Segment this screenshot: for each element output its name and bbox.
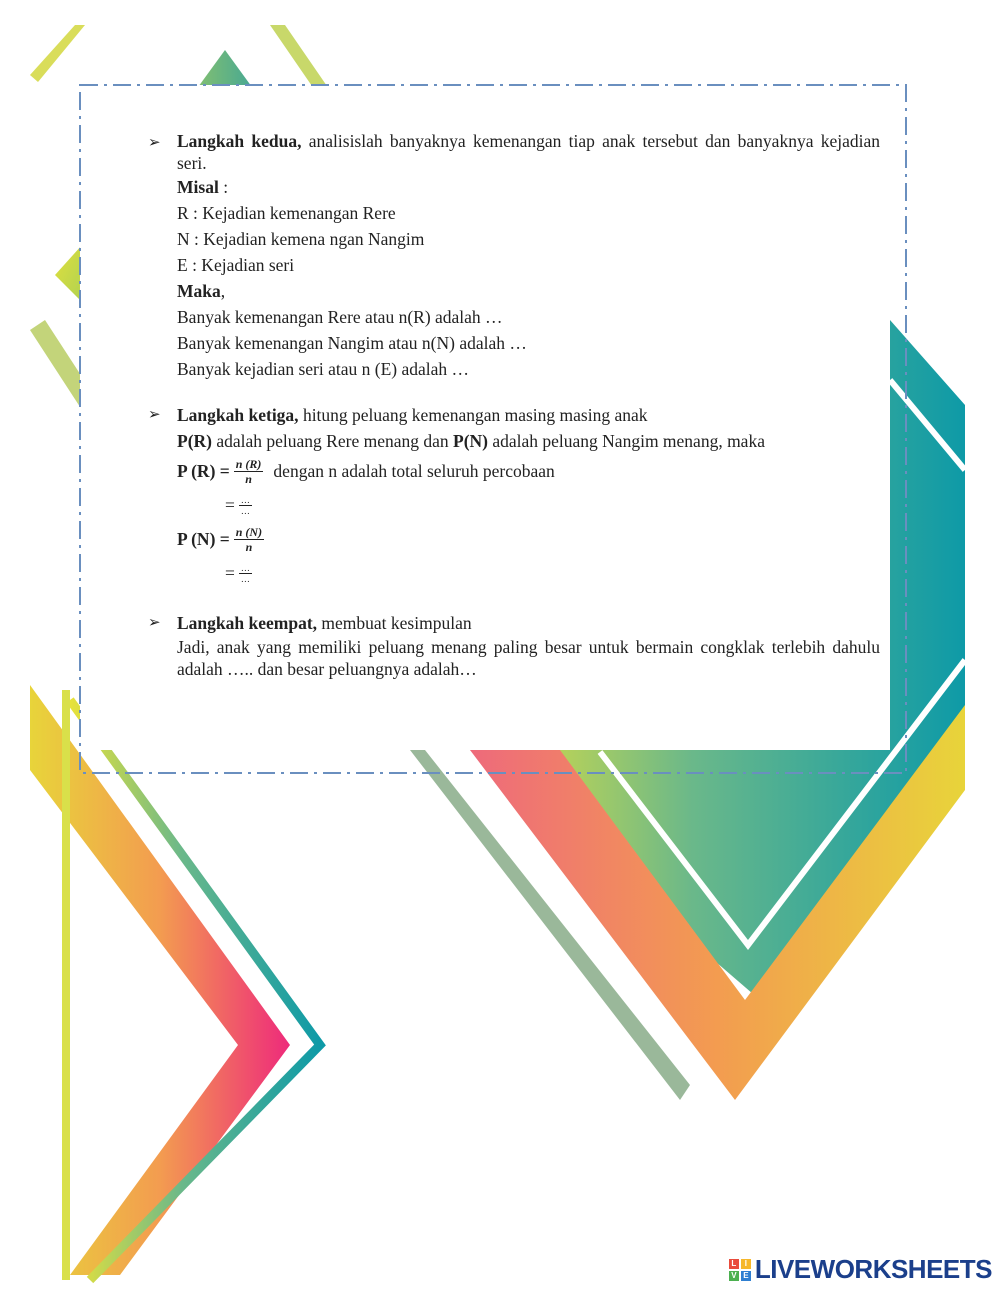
step-kedua-title: Langkah kedua, bbox=[177, 131, 302, 151]
eq-pr-lhs: P (R) = bbox=[177, 461, 230, 481]
misal-label: Misal bbox=[177, 177, 219, 197]
definition-r: R : Kejadian kemenangan Rere bbox=[177, 203, 396, 223]
decor-stripe bbox=[30, 25, 85, 82]
step-ketiga-title: Langkah ketiga, bbox=[177, 405, 299, 425]
step-keempat-intro bbox=[177, 610, 880, 636]
fraction-pn bbox=[234, 525, 264, 554]
pr-label: P(R) bbox=[177, 431, 212, 451]
fraction-pr bbox=[234, 457, 264, 486]
step-kedua-text: analisislah banyaknya kemenangan tiap anak tersebut dan banyaknya kejadian seri. bbox=[177, 131, 880, 173]
misal-colon: : bbox=[218, 177, 229, 197]
arrow-bullet-icon: ➢ bbox=[148, 615, 161, 631]
decor-teal-stroke bbox=[70, 700, 320, 1280]
definition-e: E : Kejadian seri bbox=[177, 255, 295, 275]
blank-fraction-pr[interactable] bbox=[239, 495, 252, 516]
fraction-pr-denominator: n bbox=[245, 471, 252, 486]
pn-text: adalah peluang Nangim menang, maka bbox=[487, 431, 765, 451]
arrow-bullet-icon: ➢ bbox=[148, 407, 161, 423]
liveworksheets-logo bbox=[729, 1254, 992, 1285]
blank-numerator[interactable]: … bbox=[240, 562, 250, 573]
equation-pr-answer[interactable] bbox=[177, 488, 880, 522]
pr-text: adalah peluang Rere menang dan bbox=[211, 431, 453, 451]
fraction-pn-denominator: n bbox=[245, 539, 253, 554]
arrow-bullet-icon: ➢ bbox=[148, 135, 161, 151]
fraction-pn-numerator: n (N) bbox=[235, 524, 263, 539]
definition-n: N : Kejadian kemena ngan Nangim bbox=[177, 229, 425, 249]
eq-equals-sign: = bbox=[225, 495, 235, 515]
step-keempat bbox=[80, 610, 880, 680]
misal-line bbox=[177, 174, 880, 200]
result-nangim[interactable]: Banyak kemenangan Nangim atau n(N) adalah … bbox=[177, 333, 527, 353]
eq-pn-lhs: P (N) = bbox=[177, 529, 230, 549]
blank-fraction-pn[interactable] bbox=[239, 563, 252, 584]
equation-pn bbox=[177, 522, 880, 556]
worksheet-content bbox=[80, 130, 880, 680]
step-keempat-title: Langkah keempat, bbox=[177, 613, 318, 633]
step-kedua bbox=[80, 130, 880, 382]
blank-denominator[interactable]: … bbox=[240, 505, 250, 516]
maka-line bbox=[177, 278, 880, 304]
result-seri[interactable]: Banyak kejadian seri atau n (E) adalah … bbox=[177, 359, 470, 379]
maka-label: Maka bbox=[177, 281, 221, 301]
logo-blocks-icon: L I V E bbox=[729, 1259, 751, 1281]
blank-denominator[interactable]: … bbox=[240, 573, 250, 584]
equation-pr bbox=[177, 454, 880, 488]
step-ketiga-text: hitung peluang kemenangan masing masing anak bbox=[298, 405, 648, 425]
step-ketiga-intro bbox=[177, 402, 880, 428]
step-keempat-text: membuat kesimpulan bbox=[317, 613, 472, 633]
eq-pr-note: dengan n adalah total seluruh percobaan bbox=[273, 461, 555, 481]
conclusion-text[interactable]: Jadi, anak yang memiliki peluang menang paling besar untuk bermain congklak terlebih dahulu adalah ….. dan besar peluangnya adalah… bbox=[177, 637, 880, 679]
logo-text: LIVEWORKSHEETS bbox=[754, 1254, 992, 1284]
pn-label: P(N) bbox=[453, 431, 488, 451]
maka-comma: , bbox=[220, 281, 226, 301]
step-ketiga bbox=[80, 402, 880, 590]
result-rere[interactable]: Banyak kemenangan Rere atau n(R) adalah … bbox=[177, 307, 503, 327]
step-kedua-intro bbox=[177, 130, 880, 174]
fraction-pr-numerator: n (R) bbox=[235, 456, 262, 471]
equation-pn-answer[interactable] bbox=[177, 556, 880, 590]
eq-equals-sign: = bbox=[225, 563, 235, 583]
blank-numerator[interactable]: … bbox=[240, 494, 250, 505]
probability-definition bbox=[177, 428, 880, 454]
